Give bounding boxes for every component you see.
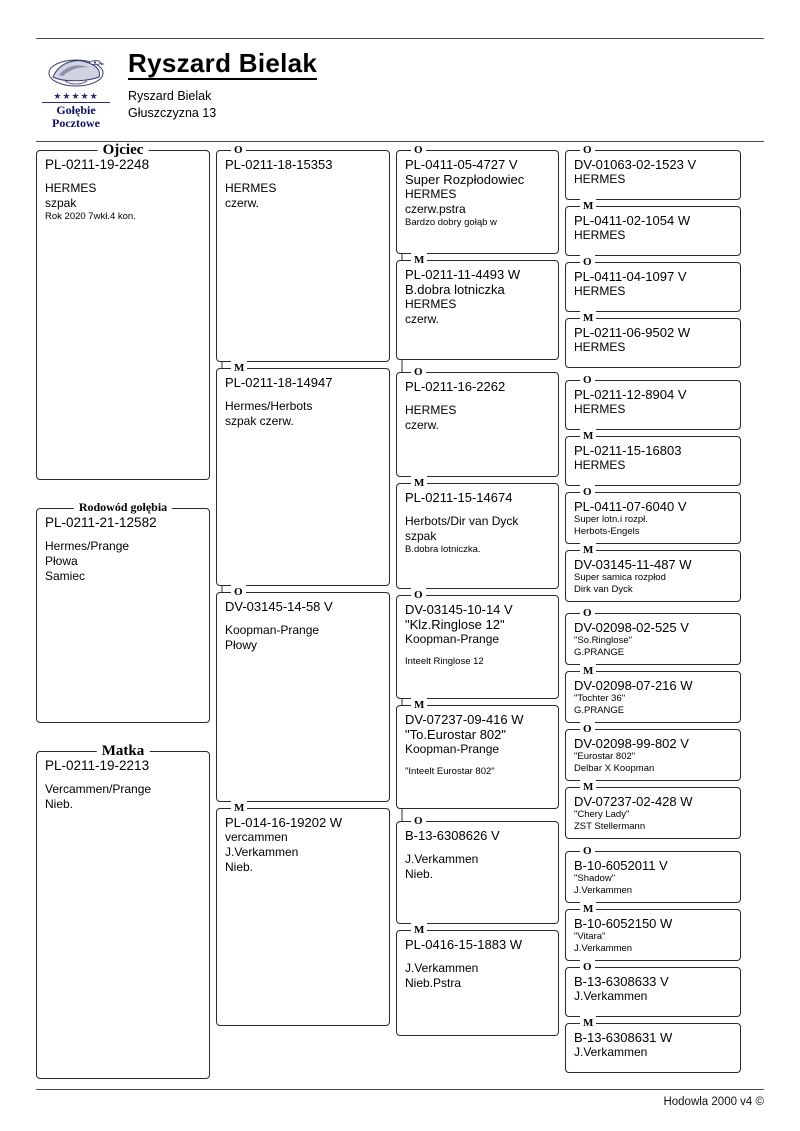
gggp-note: "Chery Lady" xyxy=(574,809,630,820)
father-ring: PL-0211-19-2248 xyxy=(45,157,150,172)
grandparent-breeder: J.Verkammen xyxy=(225,845,299,859)
sex-marker-male: O xyxy=(580,255,595,269)
ggp-color: Nieb. xyxy=(405,867,434,881)
gggp-box[interactable] xyxy=(565,200,741,256)
ggp-name: "Klz.Ringlose 12" xyxy=(405,617,505,632)
sex-marker-female: M xyxy=(231,361,247,375)
gggp-box[interactable] xyxy=(565,781,741,839)
gggp-strain: HERMES xyxy=(574,228,626,242)
great-grandparent-box[interactable] xyxy=(396,815,559,924)
gggp-box[interactable] xyxy=(565,430,741,486)
gggp-box[interactable] xyxy=(565,544,741,602)
gggp-note: "Shadow" xyxy=(574,873,616,884)
ggp-color: czerw. xyxy=(405,418,440,432)
great-grandparent-box[interactable] xyxy=(396,366,559,477)
ggp-note: Inteelt Ringlose 12 xyxy=(405,656,484,667)
ggp-note: B.dobra lotniczka. xyxy=(405,544,481,555)
gggp-ring: PL-0211-12-8904 V xyxy=(574,387,687,402)
mother-strain: Vercammen/Prange xyxy=(45,782,152,796)
mother-legend: Matka xyxy=(97,744,150,758)
gggp-strain: HERMES xyxy=(574,284,626,298)
gggp-breeder: Herbots-Engels xyxy=(574,526,640,537)
grandparent-strain: vercammen xyxy=(225,830,288,844)
generation-2-column xyxy=(216,144,390,1026)
generation-3-column xyxy=(396,144,559,1036)
sex-marker-male: O xyxy=(580,844,595,858)
father-color: szpak xyxy=(45,196,77,210)
ggp-color: Nieb.Pstra xyxy=(405,976,462,990)
logo-text-line1: Gołębie xyxy=(56,103,96,117)
subject-box[interactable] xyxy=(36,500,210,723)
gggp-box[interactable] xyxy=(565,144,741,200)
header-divider xyxy=(36,141,764,142)
header-texts xyxy=(128,49,764,122)
sex-marker-female: M xyxy=(580,1016,596,1030)
ggp-ring: DV-03145-10-14 V xyxy=(405,602,513,617)
ggp-ring: PL-0211-15-14674 xyxy=(405,490,513,505)
grandparent-ring: PL-0211-18-15353 xyxy=(225,157,333,172)
gggp-box[interactable] xyxy=(565,486,741,544)
ggp-name: Super Rozpłodowiec xyxy=(405,172,525,187)
gggp-ring: PL-0211-06-9502 W xyxy=(574,325,691,340)
sex-marker-female: M xyxy=(580,902,596,916)
gggp-note: "Tochter 36" xyxy=(574,693,626,704)
gggp-box[interactable] xyxy=(565,723,741,781)
sex-marker-female: M xyxy=(411,253,427,267)
ggp-ring: PL-0211-11-4493 W xyxy=(405,267,521,282)
gggp-strain: HERMES xyxy=(574,458,626,472)
sex-marker-female: M xyxy=(231,801,247,815)
gggp-ring: DV-03145-11-487 W xyxy=(574,557,692,572)
logo-stars: ★★★★★ xyxy=(53,91,99,101)
gggp-ring: DV-01063-02-1523 V xyxy=(574,157,697,172)
gggp-breeder: Dirk van Dyck xyxy=(574,584,633,595)
grandparent-ring: PL-0211-18-14947 xyxy=(225,375,333,390)
father-strain: HERMES xyxy=(45,181,97,195)
top-divider xyxy=(36,38,764,39)
ggp-ring: PL-0416-15-1883 W xyxy=(405,937,523,952)
grandparent-color: czerw. xyxy=(225,196,260,210)
gggp-ring: PL-0411-02-1054 W xyxy=(574,213,691,228)
generation-1-column xyxy=(36,142,210,1079)
gggp-box[interactable] xyxy=(565,665,741,723)
ggp-strain: Koopman-Prange xyxy=(405,632,500,646)
owner-address: Głuszczyzna 13 xyxy=(128,106,217,120)
sex-marker-female: M xyxy=(580,664,596,678)
ggp-color: czerw.pstra xyxy=(405,202,466,216)
ggp-note: Bardzo dobry gołąb w xyxy=(405,217,497,228)
gggp-note: Super lotn.i rozpł. xyxy=(574,514,648,525)
sex-marker-male: O xyxy=(231,143,246,157)
mother-ring: PL-0211-19-2213 xyxy=(45,758,150,773)
sex-marker-male: O xyxy=(580,373,595,387)
gggp-ring: PL-0411-04-1097 V xyxy=(574,269,687,284)
sex-marker-male: O xyxy=(580,606,595,620)
sex-marker-female: M xyxy=(411,698,427,712)
sex-marker-female: M xyxy=(580,429,596,443)
great-grandparent-box[interactable] xyxy=(396,699,559,809)
great-grandparent-box[interactable] xyxy=(396,589,559,699)
father-note: Rok 2020 7wkł.4 kon. xyxy=(45,211,136,222)
gggp-ring: DV-02098-02-525 V xyxy=(574,620,689,635)
gggp-box[interactable] xyxy=(565,374,741,430)
sex-marker-female: M xyxy=(580,780,596,794)
gggp-box[interactable] xyxy=(565,312,741,368)
gggp-breeder: Delbar X Koopman xyxy=(574,763,655,774)
ggp-strain: J.Verkammen xyxy=(405,852,479,866)
gggp-note: Super samica rozpłod xyxy=(574,572,666,583)
sex-marker-male: O xyxy=(580,722,595,736)
subject-ring: PL-0211-21-12582 xyxy=(45,515,157,530)
great-grandparent-box[interactable] xyxy=(396,144,559,254)
gggp-note: "Eurostar 802" xyxy=(574,751,636,762)
grandparent-ring: DV-03145-14-58 V xyxy=(225,599,333,614)
sex-marker-male: O xyxy=(580,143,595,157)
ggp-strain: Herbots/Dir van Dyck xyxy=(405,514,519,528)
gggp-box[interactable] xyxy=(565,256,741,312)
gggp-box[interactable] xyxy=(565,1017,741,1073)
sex-marker-male: O xyxy=(411,365,426,379)
grandparent-box[interactable] xyxy=(216,362,390,586)
ggp-strain: J.Verkammen xyxy=(405,961,479,975)
grandparent-strain: Koopman-Prange xyxy=(225,623,320,637)
gggp-ring: PL-0211-15-16803 xyxy=(574,443,682,458)
gggp-box[interactable] xyxy=(565,607,741,665)
ggp-strain: Koopman-Prange xyxy=(405,742,500,756)
ggp-ring: PL-0211-16-2262 xyxy=(405,379,506,394)
gggp-strain: HERMES xyxy=(574,340,626,354)
document-header xyxy=(36,49,764,129)
great-grandparent-box[interactable] xyxy=(396,924,559,1036)
logo-text-line2: Pocztowe xyxy=(52,115,100,130)
grandparent-strain: HERMES xyxy=(225,181,277,195)
gggp-strain: HERMES xyxy=(574,172,626,186)
sex-marker-female: M xyxy=(580,543,596,557)
ggp-strain: HERMES xyxy=(405,403,457,417)
generation-4-column xyxy=(565,144,741,1073)
subject-color: Płowa xyxy=(45,554,78,568)
sex-marker-male: O xyxy=(411,143,426,157)
pedigree-chart xyxy=(36,142,764,1079)
gggp-breeder: J.Verkammen xyxy=(574,1045,648,1059)
footer-text: Hodowla 2000 v4 © xyxy=(663,1096,764,1108)
father-legend: Ojciec xyxy=(98,143,149,157)
gggp-ring: B-13-6308631 W xyxy=(574,1030,673,1045)
gggp-box[interactable] xyxy=(565,845,741,903)
gggp-note: "So.Ringlose" xyxy=(574,635,632,646)
ggp-name: B.dobra lotniczka xyxy=(405,282,505,297)
sex-marker-female: M xyxy=(580,199,596,213)
sex-marker-male: O xyxy=(231,585,246,599)
gggp-box[interactable] xyxy=(565,961,741,1017)
great-grandparent-box[interactable] xyxy=(396,254,559,360)
mother-box[interactable] xyxy=(36,743,210,1079)
ggp-ring: DV-07237-09-416 W xyxy=(405,712,524,727)
gggp-breeder: J.Verkammen xyxy=(574,943,633,954)
gggp-strain: HERMES xyxy=(574,402,626,416)
gggp-breeder: J.Verkammen xyxy=(574,989,648,1003)
mother-color: Nieb. xyxy=(45,797,74,811)
ggp-ring: PL-0411-05-4727 V xyxy=(405,157,518,172)
grandparent-box[interactable] xyxy=(216,144,390,362)
sex-marker-male: O xyxy=(411,588,426,602)
father-box[interactable] xyxy=(36,142,210,480)
ggp-color: szpak xyxy=(405,529,437,543)
gggp-box[interactable] xyxy=(565,903,741,961)
ggp-name: "To.Eurostar 802" xyxy=(405,727,507,742)
gggp-ring: PL-0411-07-6040 V xyxy=(574,499,687,514)
gggp-ring: DV-02098-99-802 V xyxy=(574,736,689,751)
grandparent-ring: PL-014-16-19202 W xyxy=(225,815,343,830)
ggp-color: czerw. xyxy=(405,312,440,326)
logo xyxy=(38,49,114,129)
gggp-breeder: G.PRANGE xyxy=(574,705,625,716)
gggp-breeder: J.Verkammen xyxy=(574,885,633,896)
ggp-ring: B-13-6308626 V xyxy=(405,828,500,843)
gggp-breeder: ZST Stellermann xyxy=(574,821,646,832)
subject-legend: Rodowód gołębia xyxy=(74,501,172,513)
grandparent-color: Nieb. xyxy=(225,860,254,874)
sex-marker-female: M xyxy=(411,476,427,490)
sex-marker-female: M xyxy=(411,923,427,937)
sex-marker-male: O xyxy=(580,485,595,499)
gggp-ring: DV-07237-02-428 W xyxy=(574,794,693,809)
great-grandparent-box[interactable] xyxy=(396,477,559,589)
page-title: Ryszard Bielak xyxy=(128,48,318,78)
sex-marker-male: O xyxy=(411,814,426,828)
footer xyxy=(36,1089,764,1108)
sex-marker-female: M xyxy=(580,311,596,325)
subject-sex: Samiec xyxy=(45,569,86,583)
gggp-ring: B-10-6052150 W xyxy=(574,916,673,931)
grandparent-color: szpak czerw. xyxy=(225,414,294,428)
gggp-ring: B-10-6052011 V xyxy=(574,858,668,873)
grandparent-strain: Hermes/Herbots xyxy=(225,399,313,413)
ggp-strain: HERMES xyxy=(405,187,457,201)
gggp-ring: B-13-6308633 V xyxy=(574,974,669,989)
subject-strain: Hermes/Prange xyxy=(45,539,130,553)
grandparent-color: Płowy xyxy=(225,638,258,652)
owner-name: Ryszard Bielak xyxy=(128,89,212,103)
sex-marker-male: O xyxy=(580,960,595,974)
gggp-ring: DV-02098-07-216 W xyxy=(574,678,693,693)
gggp-note: "Vitara" xyxy=(574,931,606,942)
ggp-strain: HERMES xyxy=(405,297,457,311)
ggp-note: "Inteelt Eurostar 802" xyxy=(405,766,495,777)
gggp-breeder: G.PRANGE xyxy=(574,647,625,658)
pigeon-icon xyxy=(45,51,107,91)
grandparent-box[interactable] xyxy=(216,586,390,802)
grandparent-box[interactable] xyxy=(216,802,390,1026)
